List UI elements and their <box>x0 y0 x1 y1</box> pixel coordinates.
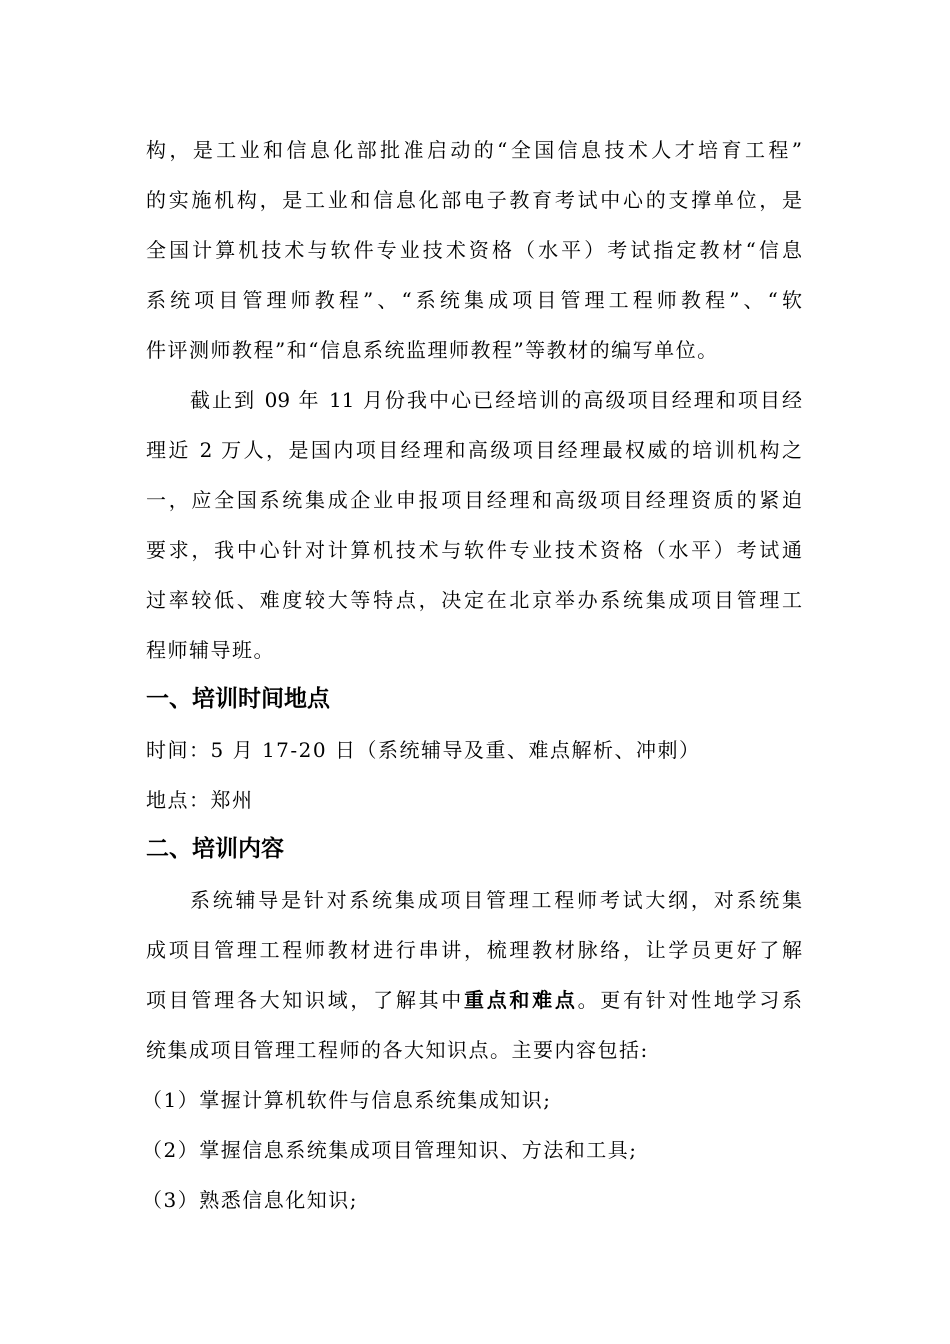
key-points-emphasis: 重点和难点 <box>464 988 578 1012</box>
intro-line-2: 的实施机构，是工业和信息化部电子教育考试中心的支撑单位，是 <box>146 188 802 212</box>
content-item-3: （3）熟悉信息化知识; <box>142 1188 358 1212</box>
content-item-1: （1）掌握计算机软件与信息系统集成知识; <box>142 1088 552 1112</box>
section2-line-3-suffix: 。更有针对性地学习系 <box>577 988 803 1012</box>
training-place: 地点：郑州 <box>146 788 254 812</box>
section1-heading: 一、培训时间地点 <box>146 686 330 712</box>
para2-line-5: 过率较低、难度较大等特点，决定在北京举办系统集成项目管理工 <box>146 588 802 612</box>
intro-line-4: 系统项目管理师教程”、“系统集成项目管理工程师教程”、“软 <box>146 288 802 312</box>
section2-heading: 二、培训内容 <box>146 836 284 862</box>
section2-line-4: 统集成项目管理工程师的各大知识点。主要内容包括: <box>146 1038 649 1062</box>
para2-line-4: 要求，我中心针对计算机技术与软件专业技术资格（水平）考试通 <box>146 538 802 562</box>
section2-line-3 <box>146 986 802 1014</box>
section2-line-2: 成项目管理工程师教材进行串讲，梳理教材脉络，让学员更好了解 <box>146 938 802 962</box>
intro-line-3: 全国计算机技术与软件专业技术资格（水平）考试指定教材“信息 <box>146 238 802 262</box>
para2-line-2: 理近 2 万人，是国内项目经理和高级项目经理最权威的培训机构之 <box>146 438 802 462</box>
para2-line-6: 程师辅导班。 <box>146 638 275 662</box>
intro-line-5: 件评测师教程”和“信息系统监理师教程”等教材的编写单位。 <box>146 338 719 362</box>
content-item-2: （2）掌握信息系统集成项目管理知识、方法和工具; <box>142 1138 638 1162</box>
para2-line-1: 截止到 09 年 11 月份我中心已经培训的高级项目经理和项目经 <box>190 388 802 412</box>
intro-line-1: 构，是工业和信息化部批准启动的“全国信息技术人才培育工程” <box>146 138 802 162</box>
training-time: 时间：5 月 17-20 日（系统辅导及重、难点解析、冲刺） <box>146 738 701 762</box>
para2-line-3: 一，应全国系统集成企业申报项目经理和高级项目经理资质的紧迫 <box>146 488 802 512</box>
section2-line-3-prefix: 项目管理各大知识域，了解其中 <box>146 988 464 1012</box>
section2-line-1: 系统辅导是针对系统集成项目管理工程师考试大纲，对系统集 <box>190 888 802 912</box>
